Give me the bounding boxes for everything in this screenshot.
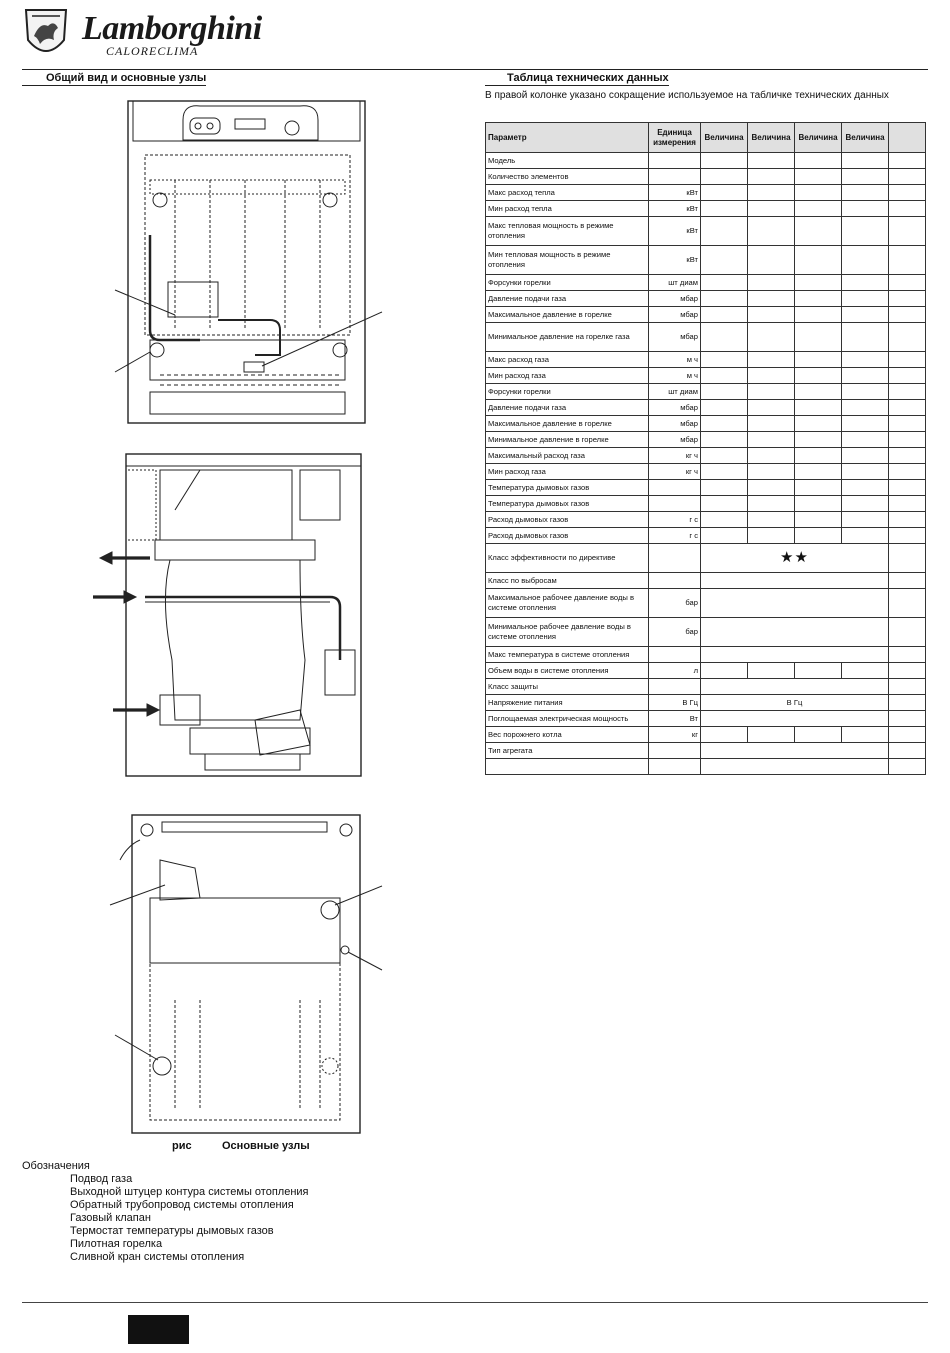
param-cell: Мин расход газа bbox=[486, 368, 649, 384]
param-cell: Мин расход тепла bbox=[486, 201, 649, 217]
legend-item: Пилотная горелка bbox=[70, 1238, 163, 1250]
merged-value-cell: ★★ bbox=[701, 544, 889, 573]
unit-cell: кВт bbox=[649, 185, 701, 201]
unit-cell: мбар bbox=[649, 323, 701, 352]
unit-cell: г с bbox=[649, 512, 701, 528]
legend-item: Обратный трубопровод системы отопления bbox=[70, 1199, 294, 1211]
header-value-2: Величина bbox=[748, 123, 795, 153]
page-number-box bbox=[128, 1315, 189, 1344]
header-value-4: Величина bbox=[842, 123, 889, 153]
unit-cell: м ч bbox=[649, 352, 701, 368]
param-cell: Форсунки горелки bbox=[486, 384, 649, 400]
param-cell: Поглощаемая электрическая мощность bbox=[486, 711, 649, 727]
param-cell: Минимальное давление на горелке газа bbox=[486, 323, 649, 352]
unit-cell: мбар bbox=[649, 416, 701, 432]
brand-subtitle: CALORECLIMA bbox=[106, 44, 199, 58]
legend-item: Выходной штуцер контура системы отопления bbox=[70, 1186, 309, 1198]
param-cell: Макс тепловая мощность в режиме отопления bbox=[486, 217, 649, 246]
table-intro: В правой колонке указано сокращение используемое на табличке технических данных bbox=[485, 90, 889, 101]
param-cell: Максимальное рабочее давление воды в системе отопления bbox=[486, 589, 649, 618]
header-value-3: Величина bbox=[795, 123, 842, 153]
param-cell: Класс по выбросам bbox=[486, 573, 649, 589]
param-cell: Количество элементов bbox=[486, 169, 649, 185]
param-cell: Температура дымовых газов bbox=[486, 480, 649, 496]
header-unit: Единица измерения bbox=[649, 123, 701, 153]
figure-caption: Основные узлы bbox=[222, 1140, 310, 1152]
param-cell: Тип агрегата bbox=[486, 743, 649, 759]
unit-cell: л bbox=[649, 663, 701, 679]
unit-cell: Вт bbox=[649, 711, 701, 727]
param-cell: Давление подачи газа bbox=[486, 291, 649, 307]
unit-cell: кг ч bbox=[649, 464, 701, 480]
param-cell: Макс расход тепла bbox=[486, 185, 649, 201]
header-param: Параметр bbox=[486, 123, 649, 153]
param-cell: Максимальное давление в горелке bbox=[486, 416, 649, 432]
legend-item: Сливной кран системы отопления bbox=[70, 1251, 245, 1263]
param-cell: Форсунки горелки bbox=[486, 275, 649, 291]
param-cell: Расход дымовых газов bbox=[486, 512, 649, 528]
right-section-title: Таблица технических данных bbox=[485, 72, 669, 86]
param-cell: Макс расход газа bbox=[486, 352, 649, 368]
unit-cell: шт диам bbox=[649, 275, 701, 291]
footer-divider bbox=[22, 1302, 928, 1303]
param-cell: Температура дымовых газов bbox=[486, 496, 649, 512]
param-cell: Минимальное давление в горелке bbox=[486, 432, 649, 448]
param-cell: Минимальное рабочее давление воды в системе отопления bbox=[486, 618, 649, 647]
legend-item: Газовый клапан bbox=[70, 1212, 151, 1224]
unit-cell: кВт bbox=[649, 201, 701, 217]
brand-name: Lamborghini bbox=[82, 10, 262, 47]
param-cell: Давление подачи газа bbox=[486, 400, 649, 416]
unit-cell: кг bbox=[649, 727, 701, 743]
unit-cell: кг ч bbox=[649, 448, 701, 464]
legend-item: Термостат температуры дымовых газов bbox=[70, 1225, 274, 1237]
param-cell: Напряжение питания bbox=[486, 695, 649, 711]
figure-label: рис bbox=[172, 1140, 192, 1152]
unit-cell: бар bbox=[649, 589, 701, 618]
param-cell: Мин тепловая мощность в режиме отопления bbox=[486, 246, 649, 275]
unit-cell: бар bbox=[649, 618, 701, 647]
unit-cell: г с bbox=[649, 528, 701, 544]
legend-title: Обозначения bbox=[22, 1160, 90, 1172]
unit-cell: кВт bbox=[649, 217, 701, 246]
unit-cell: мбар bbox=[649, 400, 701, 416]
unit-cell: шт диам bbox=[649, 384, 701, 400]
header-value-1: Величина bbox=[701, 123, 748, 153]
unit-cell: В Гц bbox=[649, 695, 701, 711]
param-cell: Вес порожнего котла bbox=[486, 727, 649, 743]
unit-cell: мбар bbox=[649, 432, 701, 448]
param-cell: Максимальное давление в горелке bbox=[486, 307, 649, 323]
param-cell: Модель bbox=[486, 153, 649, 169]
unit-cell: м ч bbox=[649, 368, 701, 384]
param-cell: Максимальный расход газа bbox=[486, 448, 649, 464]
rear-view-drawing bbox=[110, 815, 382, 1133]
unit-cell: мбар bbox=[649, 291, 701, 307]
merged-value-cell: В Гц bbox=[701, 695, 889, 711]
unit-cell: кВт bbox=[649, 246, 701, 275]
param-cell: Макс температура в системе отопления bbox=[486, 647, 649, 663]
side-view-drawing bbox=[93, 454, 361, 776]
left-section-title: Общий вид и основные узлы bbox=[22, 72, 206, 86]
param-cell: Мин расход газа bbox=[486, 464, 649, 480]
unit-cell: мбар bbox=[649, 307, 701, 323]
legend-item: Подвод газа bbox=[70, 1173, 133, 1185]
front-view-drawing bbox=[115, 101, 382, 423]
param-cell: Класс защиты bbox=[486, 679, 649, 695]
param-cell: Расход дымовых газов bbox=[486, 528, 649, 544]
param-cell: Объем воды в системе отопления bbox=[486, 663, 649, 679]
param-cell: Класс эффективности по директиве bbox=[486, 544, 649, 573]
